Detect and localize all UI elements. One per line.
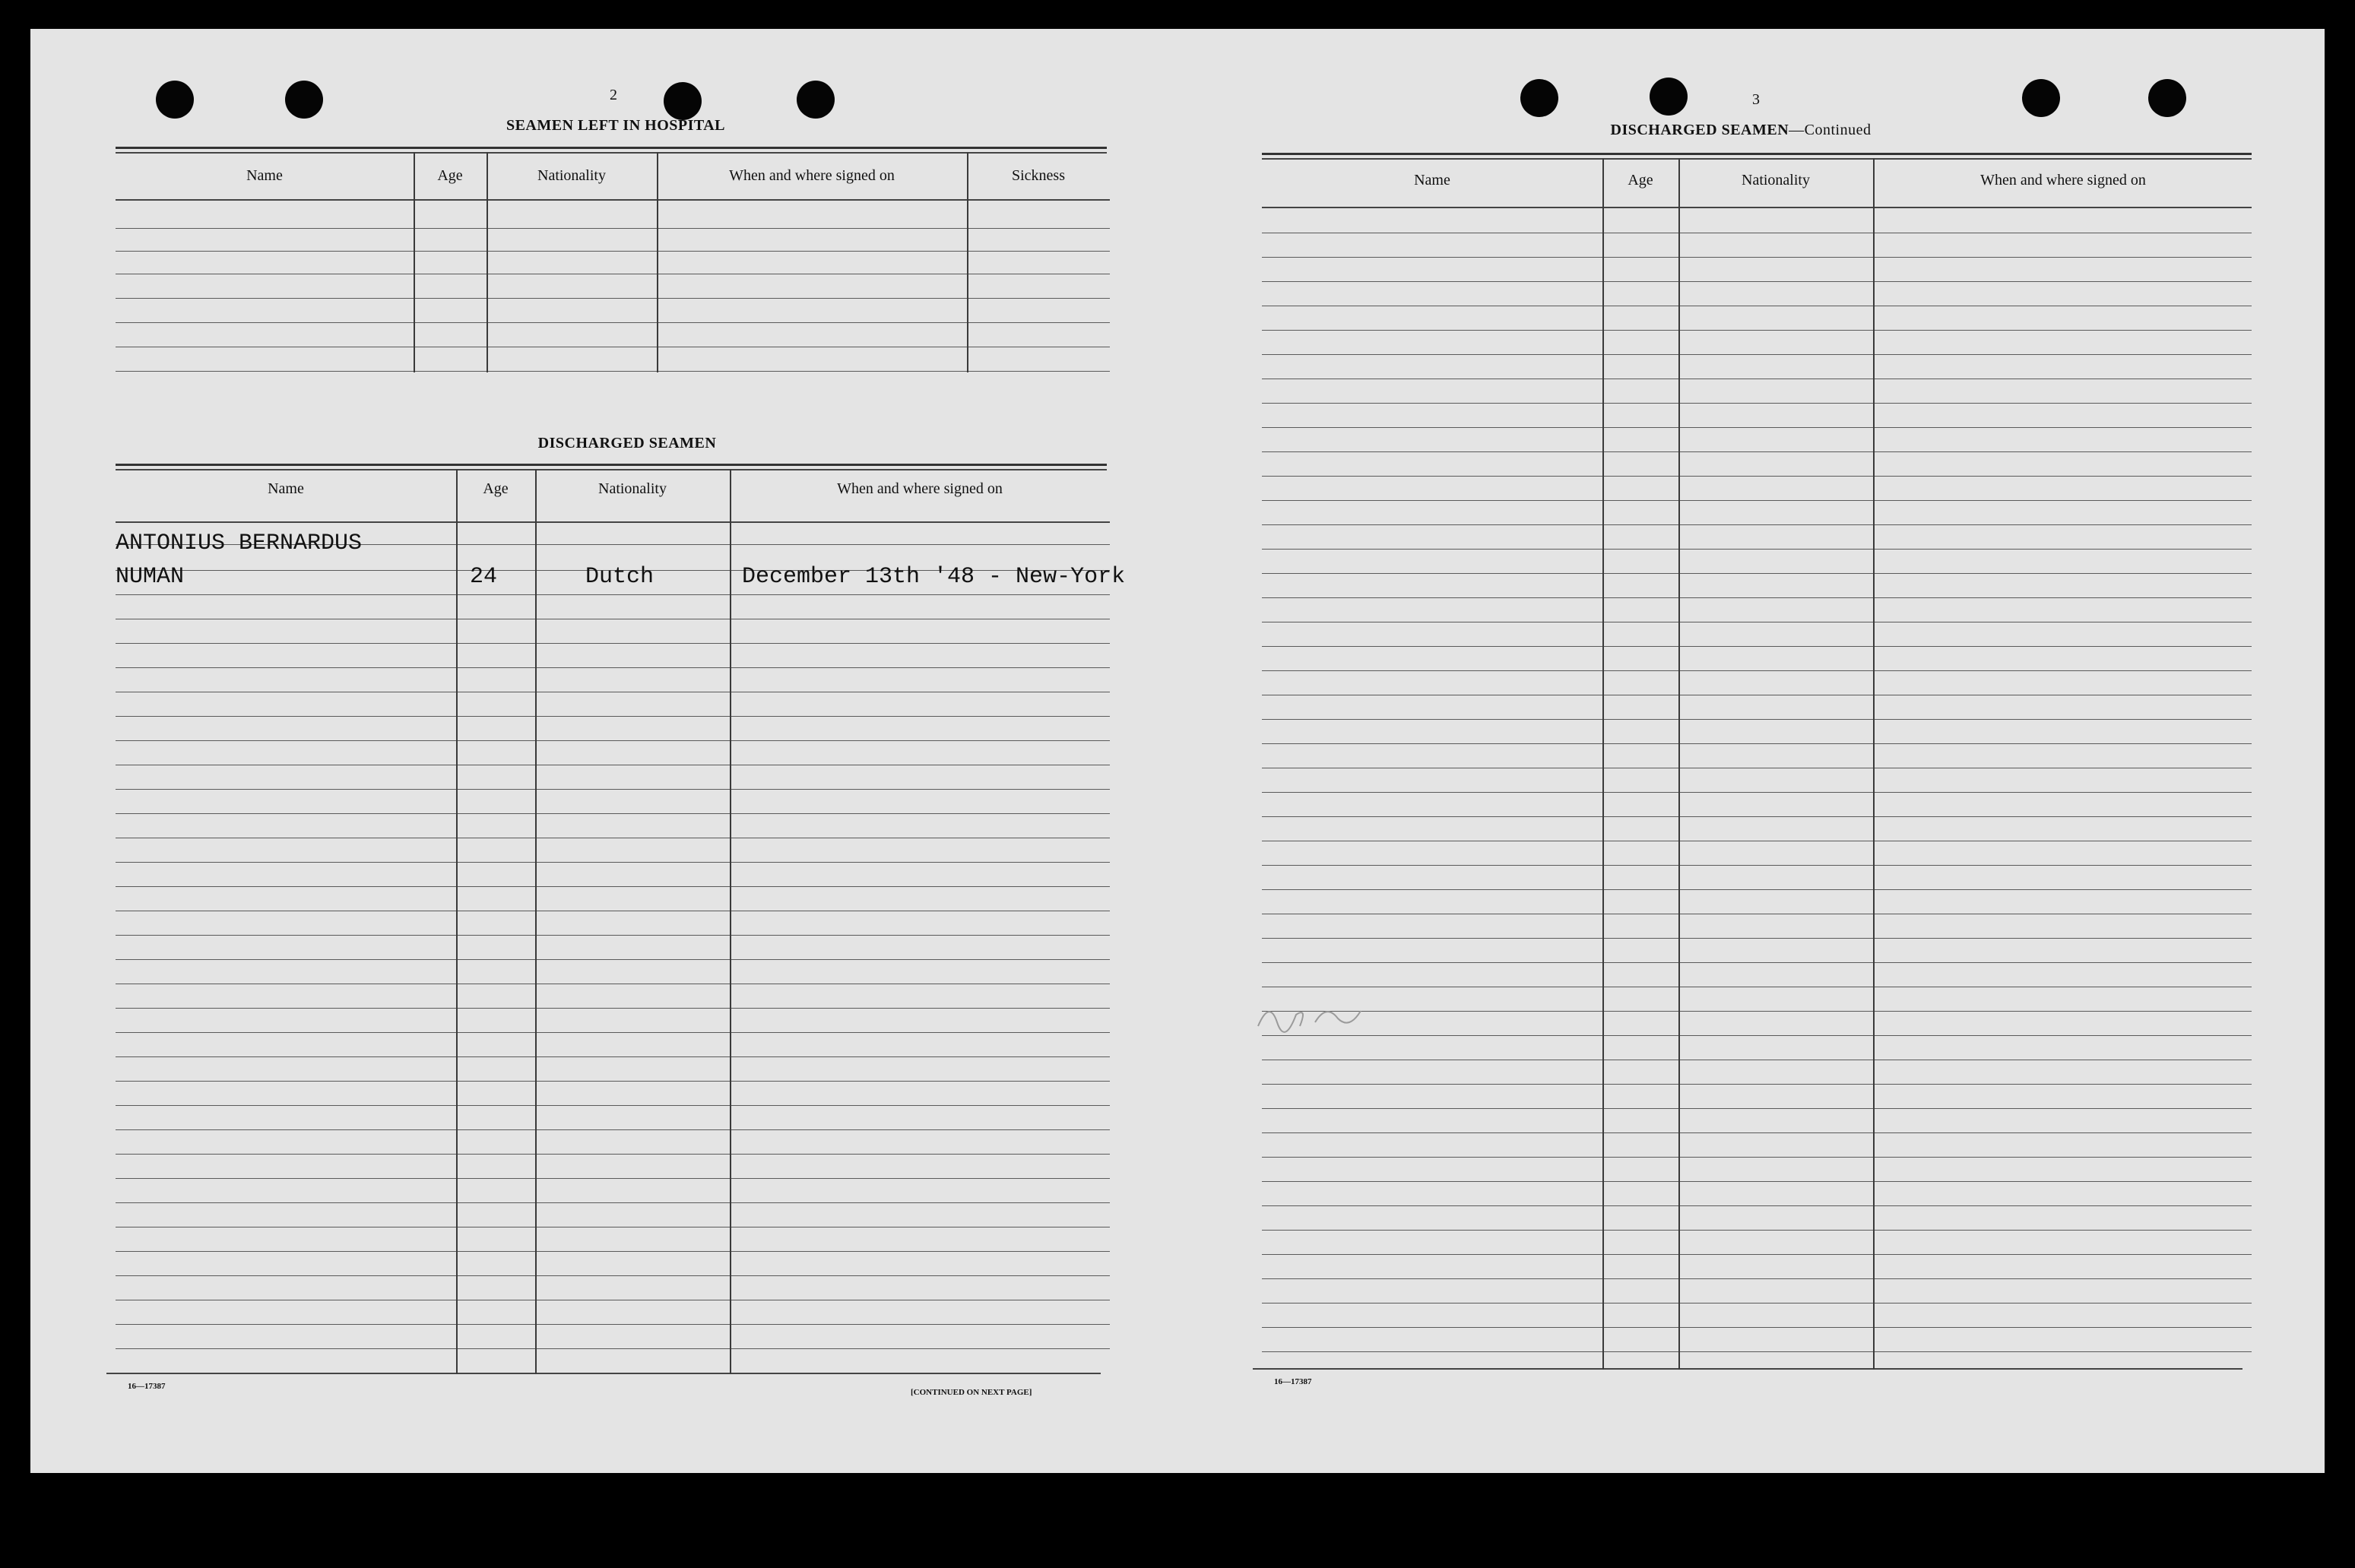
punch-hole bbox=[156, 81, 194, 119]
ruled-line bbox=[1262, 524, 2252, 525]
page-number: 3 bbox=[1752, 91, 1760, 108]
seaman-age: 24 bbox=[470, 564, 498, 590]
ruled-line bbox=[1262, 597, 2252, 598]
ruled-line bbox=[116, 251, 1110, 252]
column-divider bbox=[657, 152, 658, 372]
ruled-line bbox=[1262, 1181, 2252, 1182]
ruled-line bbox=[1262, 1132, 2252, 1133]
seaman-name-line1: ANTONIUS BERNARDUS bbox=[116, 531, 363, 556]
faint-signature bbox=[1254, 992, 1406, 1037]
seaman-signed-on: December 13th '48 - New-York bbox=[742, 564, 1126, 590]
column-header-name: Name bbox=[246, 167, 283, 184]
section-title-suffix: —Continued bbox=[1789, 122, 1872, 138]
table-bottom-rule bbox=[1253, 1368, 2242, 1370]
section-rule bbox=[1262, 158, 2252, 160]
ruled-line bbox=[116, 322, 1110, 323]
ruled-line bbox=[116, 643, 1110, 644]
ruled-line bbox=[1262, 427, 2252, 428]
column-header-name: Name bbox=[1414, 172, 1450, 188]
column-header-signed-on: When and where signed on bbox=[729, 167, 895, 184]
ruled-line bbox=[1262, 1351, 2252, 1352]
section-rule bbox=[116, 464, 1107, 466]
ruled-line bbox=[1262, 257, 2252, 258]
ruled-line bbox=[1262, 476, 2252, 477]
column-divider bbox=[1602, 158, 1604, 1370]
column-divider bbox=[535, 469, 537, 1374]
column-header-name: Name bbox=[268, 480, 304, 497]
ruled-line bbox=[116, 789, 1110, 790]
column-header-age: Age bbox=[1628, 172, 1653, 188]
discharged-section-title: DISCHARGED SEAMEN bbox=[537, 435, 717, 451]
page-number: 2 bbox=[610, 87, 617, 103]
ruled-line bbox=[1262, 962, 2252, 963]
ruled-line bbox=[116, 1032, 1110, 1033]
ruled-line bbox=[116, 813, 1110, 814]
punch-hole bbox=[797, 81, 835, 119]
header-underline bbox=[116, 521, 1110, 523]
ruled-line bbox=[1262, 500, 2252, 501]
form-number: 16—17387 bbox=[128, 1382, 166, 1391]
ruled-line bbox=[1262, 670, 2252, 671]
column-divider bbox=[730, 469, 731, 1374]
ruled-line bbox=[116, 1178, 1110, 1179]
discharged-continued-title bbox=[1589, 122, 1893, 139]
ruled-line bbox=[116, 886, 1110, 887]
punch-hole bbox=[285, 81, 323, 119]
column-divider bbox=[1873, 158, 1875, 1370]
header-underline bbox=[116, 199, 1110, 201]
column-header-nationality: Nationality bbox=[1742, 172, 1810, 188]
ruled-line bbox=[116, 1275, 1110, 1276]
ruled-line bbox=[116, 228, 1110, 229]
ruled-line bbox=[1262, 1205, 2252, 1206]
ruled-line bbox=[1262, 451, 2252, 452]
section-title-main: DISCHARGED SEAMEN bbox=[1610, 122, 1789, 138]
seaman-name-line2: NUMAN bbox=[116, 564, 185, 590]
column-header-nationality: Nationality bbox=[598, 480, 667, 497]
ruled-line bbox=[1262, 1278, 2252, 1279]
ruled-line bbox=[1262, 743, 2252, 744]
document-paper bbox=[30, 29, 2325, 1473]
ruled-line bbox=[116, 959, 1110, 960]
column-divider bbox=[487, 152, 488, 372]
ruled-line bbox=[1262, 1084, 2252, 1085]
ruled-line bbox=[1262, 403, 2252, 404]
ruled-line bbox=[1262, 816, 2252, 817]
column-header-signed-on: When and where signed on bbox=[1980, 172, 2146, 188]
ruled-line bbox=[1262, 549, 2252, 550]
column-divider bbox=[967, 152, 968, 372]
section-rule bbox=[116, 152, 1107, 154]
column-header-sickness: Sickness bbox=[1012, 167, 1065, 184]
ruled-line bbox=[116, 1105, 1110, 1106]
ruled-line bbox=[116, 1251, 1110, 1252]
ruled-line bbox=[116, 1129, 1110, 1130]
ruled-line bbox=[116, 1081, 1110, 1082]
ruled-line bbox=[116, 371, 1110, 372]
ruled-line bbox=[1262, 792, 2252, 793]
header-underline bbox=[1262, 207, 2252, 208]
ruled-line bbox=[1262, 1011, 2252, 1012]
ruled-line bbox=[1262, 330, 2252, 331]
column-header-age: Age bbox=[483, 480, 509, 497]
ruled-line bbox=[1262, 1254, 2252, 1255]
ruled-line bbox=[116, 594, 1110, 595]
column-header-age: Age bbox=[437, 167, 463, 184]
form-number: 16—17387 bbox=[1274, 1377, 1312, 1386]
table-bottom-rule bbox=[106, 1373, 1101, 1374]
punch-hole bbox=[1520, 79, 1558, 117]
ruled-line bbox=[116, 740, 1110, 741]
hospital-section-title: SEAMEN LEFT IN HOSPITAL bbox=[506, 117, 726, 134]
section-rule bbox=[116, 469, 1107, 470]
ruled-line bbox=[116, 1056, 1110, 1057]
ruled-line bbox=[1262, 938, 2252, 939]
ruled-line bbox=[116, 1154, 1110, 1155]
ruled-line bbox=[1262, 865, 2252, 866]
ruled-line bbox=[116, 716, 1110, 717]
ruled-line bbox=[116, 1324, 1110, 1325]
seaman-nationality: Dutch bbox=[585, 564, 655, 590]
column-divider bbox=[414, 152, 415, 372]
punch-hole bbox=[2148, 79, 2186, 117]
column-divider bbox=[456, 469, 458, 1374]
ruled-line bbox=[1262, 889, 2252, 890]
ruled-line bbox=[1262, 1327, 2252, 1328]
ruled-line bbox=[1262, 1108, 2252, 1109]
ruled-line bbox=[1262, 646, 2252, 647]
column-header-signed-on: When and where signed on bbox=[837, 480, 1003, 497]
ruled-line bbox=[116, 1008, 1110, 1009]
ruled-line bbox=[116, 862, 1110, 863]
ruled-line bbox=[1262, 281, 2252, 282]
ruled-line bbox=[116, 1202, 1110, 1203]
ruled-line bbox=[116, 298, 1110, 299]
ruled-line bbox=[1262, 1230, 2252, 1231]
ruled-line bbox=[116, 1348, 1110, 1349]
ruled-line bbox=[116, 935, 1110, 936]
column-header-nationality: Nationality bbox=[537, 167, 606, 184]
section-rule bbox=[116, 147, 1107, 149]
punch-hole bbox=[1650, 78, 1688, 116]
punch-hole bbox=[664, 82, 702, 120]
ruled-line bbox=[1262, 719, 2252, 720]
section-rule bbox=[1262, 153, 2252, 155]
ruled-line bbox=[1262, 573, 2252, 574]
ruled-line bbox=[1262, 354, 2252, 355]
column-divider bbox=[1678, 158, 1680, 1370]
punch-hole bbox=[2022, 79, 2060, 117]
continued-note: [CONTINUED ON NEXT PAGE] bbox=[911, 1388, 1032, 1397]
ruled-line bbox=[1262, 1157, 2252, 1158]
ruled-line bbox=[1262, 1035, 2252, 1036]
ruled-line bbox=[116, 667, 1110, 668]
